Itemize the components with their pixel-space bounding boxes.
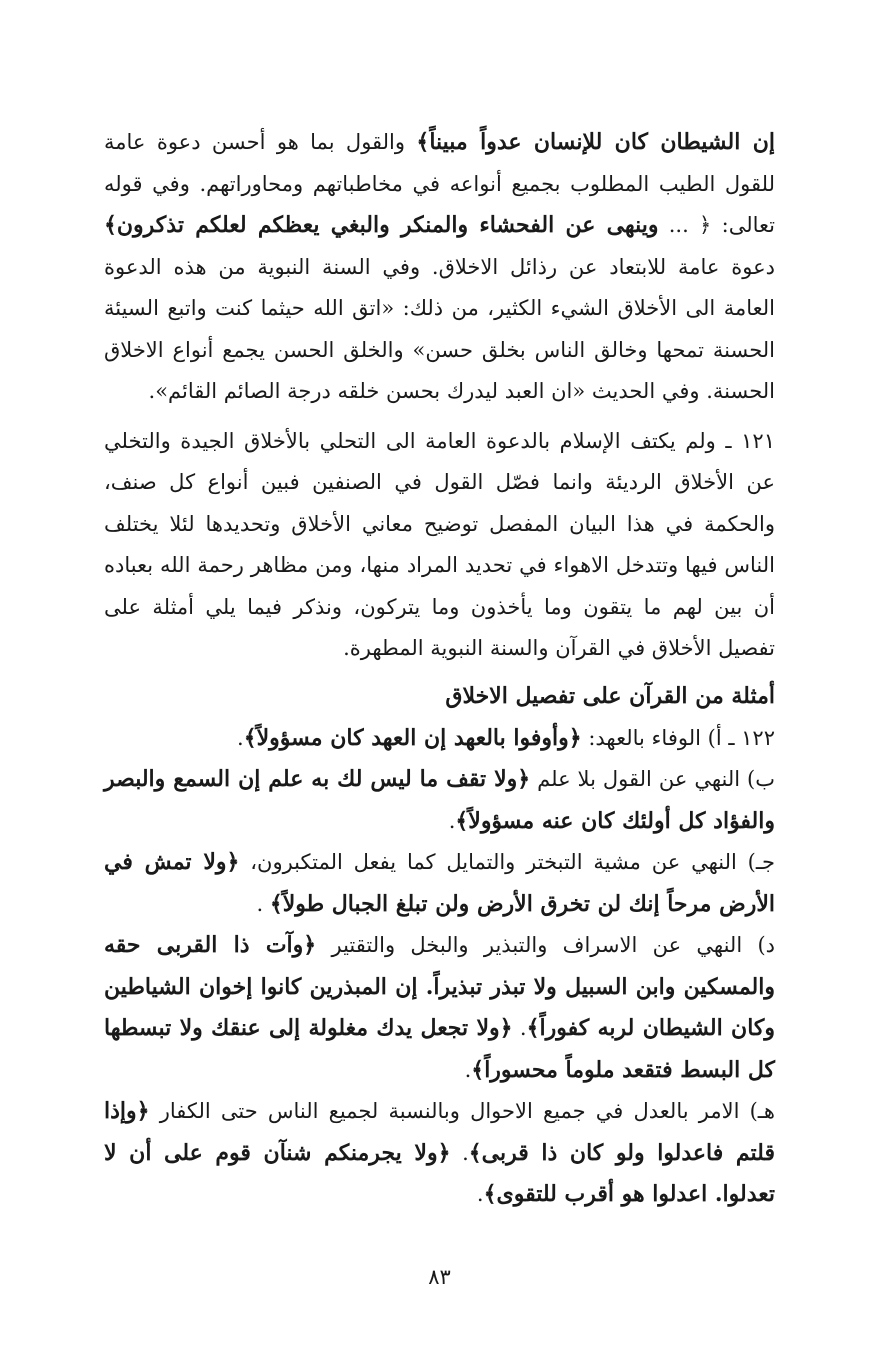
quran-quote: ﴿ولا تجعل يدك مغلولة إلى عنقك ولا تبسطها كل البسط فتقعد ملوماً محسوراً﴾ [104, 1015, 775, 1083]
quran-quote: وينهى عن الفحشاء والمنكر والبغي يعظكم لعلكم تذكرون﴾ [104, 212, 659, 238]
quran-quote: ﴿ولا تمش في الأرض مرحاً إنك لن تخرق الأرض ولن تبلغ الجبال طولاً﴾ [104, 849, 775, 917]
text-run: . [450, 1140, 469, 1165]
paragraph [104, 718, 775, 760]
paragraph [104, 421, 775, 670]
text-run: . [237, 725, 244, 750]
text-run: . [464, 1057, 472, 1082]
quran-quote: ﴿ولا يجرمنكم شنآن قوم على أن لا تعدلوا. اعدلوا هو أقرب للتقوى﴾ [104, 1139, 775, 1207]
quran-quote: ﴿وآت ذا القربى حقه والمسكين وابن السبيل ولا تبذر تبذيراً. إن المبذرين كانوا إخوان الشياطين وكان الشيطان لربه كفوراً﴾ [104, 932, 775, 1041]
page-number: ٨٣ [428, 1265, 451, 1289]
text-run: جـ) النهي عن مشية التبختر والتمايل كما يفعل المتكبرون، [239, 850, 775, 874]
text-run: ١٢٢ ـ أ) الوفاء بالعهد: [581, 725, 775, 750]
quran-quote: ﴿ولا تقف ما ليس لك به علم إن السمع والبصر والفؤاد كل أولئك كان عنه مسؤولاً﴾ [104, 766, 775, 834]
quran-quote: إن الشيطان كان للإنسان عدواً مبيناً﴾ [416, 129, 775, 155]
quran-quote: ﴿وإذا قلتم فاعدلوا ولو كان ذا قربى﴾ [104, 1098, 775, 1166]
text-run: هـ) الامر بالعدل في جميع الاحوال وبالنسبة لجميع الناس حتى الكفار [149, 1099, 775, 1123]
text-run: دعوة عامة للابتعاد عن رذائل الاخلاق. وفي السنة النبوية من هذه الدعوة العامة الى الأخلاق الشيء الكثير، من ذلك: «اتق الله حيثما كنت واتبع السيئة الحسنة تمحها وخالق الناس بخلق حسن» والخلق الحسن يجمع أنواع الاخلاق الحسنة. وفي الحديث «ان العبد ليدرك بحسن خلقه درجة الصائم القائم». [104, 254, 775, 403]
quran-quote: ﴿وأوفوا بالعهد إن العهد كان مسؤولاً﴾ [243, 724, 582, 751]
text-run: والقول بما هو أحسن دعوة عامة للقول الطيب المطلوب بجميع أنواعه في مخاطباتهم ومحاوراتهم. وفي قوله تعالى: ﴿ ... [104, 130, 775, 237]
paragraph [104, 122, 775, 413]
paragraph [104, 759, 775, 842]
text-run: . [448, 808, 456, 833]
text-run: ب) النهي عن القول بلا علم [530, 767, 775, 791]
body-text [104, 122, 775, 1216]
text-run: . [476, 1182, 484, 1206]
text-run: . [512, 1016, 527, 1040]
quran-quote: أمثلة من القرآن على تفصيل الاخلاق [445, 682, 775, 709]
text-run: ١٢١ ـ ولم يكتف الإسلام بالدعوة العامة الى التحلي بالأخلاق الجيدة والتخلي عن الأخلاق الرديئة وانما فصّل القول في الصنفين فبين أنواع كل صنف، والحكمة في هذا البيان المفصل توضيح معاني الأخلاق وتحديدها لئلا يختلف الناس فيها وتتدخل الاهواء في تحديد المراد منها، ومن مظاهر رحمة الله بعباده أن بين لهم ما يتقون وما يأخذون وما يتركون، ونذكر فيما يلي أمثلة على تفصيل الأخلاق في القرآن والسنة النبوية المطهرة. [104, 428, 775, 660]
text-run: . [256, 891, 270, 916]
paragraph [104, 1091, 775, 1216]
text-run: د) النهي عن الاسراف والتبذير والبخل والتقتير [316, 933, 776, 957]
paragraph [104, 925, 775, 1091]
section-heading [104, 674, 775, 718]
paragraph [104, 842, 775, 925]
